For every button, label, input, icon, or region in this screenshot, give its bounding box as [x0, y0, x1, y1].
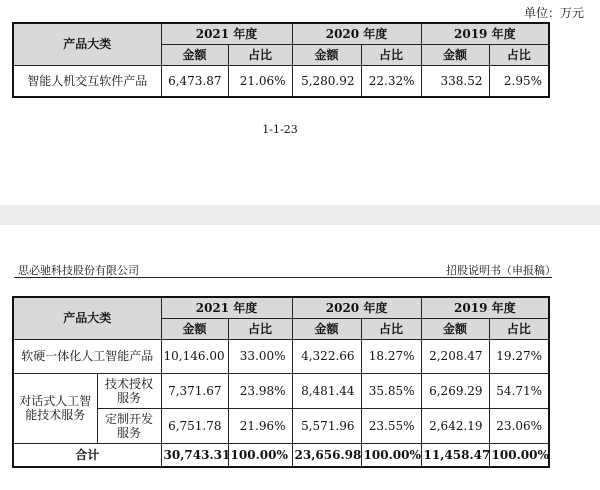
ratio-cell: 35.85% — [361, 373, 421, 408]
amount-cell: 4,322.66 — [292, 339, 361, 373]
row-label: 智能人机交互软件产品 — [13, 65, 161, 97]
company-name: 思必驰科技股份有限公司 — [18, 264, 139, 277]
amount-header: 金额 — [161, 318, 228, 339]
ratio-header: 占比 — [489, 318, 549, 339]
amount-cell: 8,481.44 — [292, 373, 361, 408]
header-rule — [14, 277, 552, 278]
ratio-cell: 18.27% — [361, 339, 421, 373]
row-label: 定制开发服务 — [97, 408, 161, 443]
amount-cell: 2,208.47 — [421, 339, 489, 373]
category-header: 产品大类 — [13, 23, 161, 65]
ratio-header: 占比 — [228, 44, 292, 65]
amount-cell: 5,571.96 — [292, 408, 361, 443]
total-row — [13, 443, 549, 467]
amount-header: 金额 — [292, 318, 361, 339]
row-label: 软硬一体化人工智能产品 — [13, 339, 161, 373]
unit-label: 单位：万元 — [523, 6, 584, 20]
total-ratio-cell: 100.00% — [228, 443, 292, 467]
ratio-cell: 23.98% — [228, 373, 292, 408]
ratio-header: 占比 — [228, 318, 292, 339]
year-header: 2019 年度 — [421, 23, 549, 44]
ratio-cell: 19.27% — [489, 339, 549, 373]
total-ratio-cell: 100.00% — [361, 443, 421, 467]
group-label: 对话式人工智能技术服务 — [13, 373, 97, 443]
ratio-cell: 21.06% — [228, 65, 292, 97]
document-type: 招股说明书（申报稿） — [446, 264, 556, 277]
amount-header: 金额 — [292, 44, 361, 65]
amount-header: 金额 — [161, 44, 228, 65]
amount-cell: 2,642.19 — [421, 408, 489, 443]
category-header: 产品大类 — [13, 297, 161, 339]
amount-cell: 6,751.78 — [161, 408, 228, 443]
total-label: 合计 — [13, 443, 161, 467]
ratio-cell: 23.06% — [489, 408, 549, 443]
year-header: 2021 年度 — [161, 297, 292, 318]
row-label: 技术授权服务 — [97, 373, 161, 408]
amount-cell: 338.52 — [421, 65, 489, 97]
ratio-cell: 33.00% — [228, 339, 292, 373]
ratio-cell: 22.32% — [361, 65, 421, 97]
ratio-cell: 2.95% — [489, 65, 549, 97]
ratio-cell: 23.55% — [361, 408, 421, 443]
total-ratio-cell: 100.00% — [489, 443, 549, 467]
table-row — [13, 373, 549, 408]
year-header: 2020 年度 — [292, 297, 421, 318]
page-separator — [0, 205, 600, 225]
amount-cell: 7,371.67 — [161, 373, 228, 408]
amount-cell: 6,473.87 — [161, 65, 228, 97]
table-row — [13, 339, 549, 373]
amount-cell: 10,146.00 — [161, 339, 228, 373]
document-page-top — [0, 0, 600, 205]
amount-header: 金额 — [421, 44, 489, 65]
amount-header: 金额 — [421, 318, 489, 339]
revenue-table-bottom — [12, 296, 550, 468]
amount-cell: 5,280.92 — [292, 65, 361, 97]
ratio-header: 占比 — [489, 44, 549, 65]
total-amount-cell: 30,743.31 — [161, 443, 228, 467]
ratio-cell: 54.71% — [489, 373, 549, 408]
ratio-cell: 21.96% — [228, 408, 292, 443]
ratio-header: 占比 — [361, 318, 421, 339]
year-header: 2019 年度 — [421, 297, 549, 318]
ratio-header: 占比 — [361, 44, 421, 65]
amount-cell: 6,269.29 — [421, 373, 489, 408]
year-header: 2020 年度 — [292, 23, 421, 44]
total-amount-cell: 11,458.47 — [421, 443, 489, 467]
page-number: 1-1-23 — [262, 123, 298, 136]
year-header: 2021 年度 — [161, 23, 292, 44]
total-amount-cell: 23,656.98 — [292, 443, 361, 467]
table-row — [13, 65, 549, 97]
revenue-table-top — [12, 22, 550, 98]
